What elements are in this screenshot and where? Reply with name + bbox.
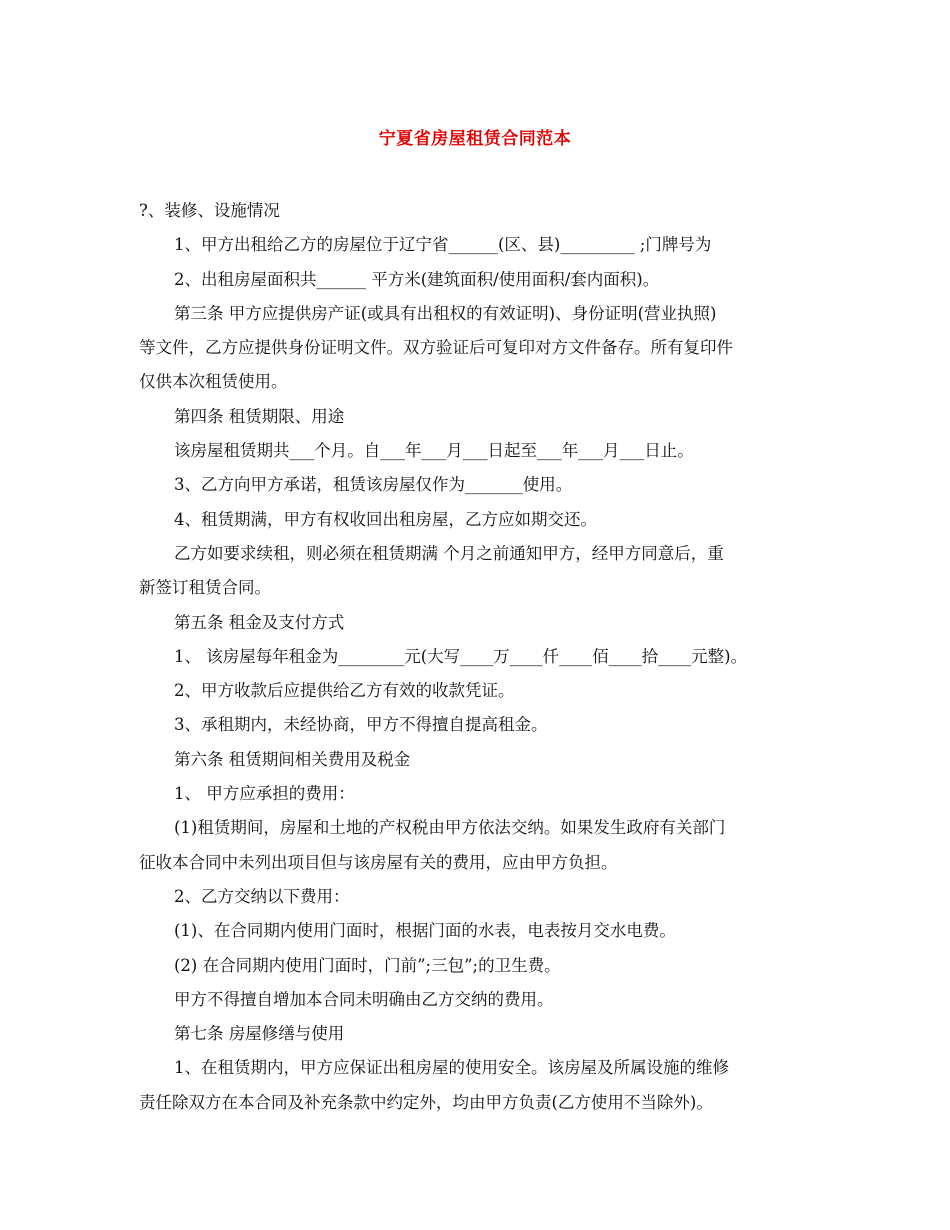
text-line: 第七条 房屋修缮与使用	[174, 1024, 345, 1044]
text-line: (1)租赁期间，房屋和土地的产权税由甲方依法交纳。如果发生政府有关部门	[174, 818, 726, 838]
text-line: 乙方如要求续租，则必须在租赁期满 个月之前通知甲方，经甲方同意后，重	[174, 543, 724, 563]
text-line: 3、承租期内，未经协商，甲方不得擅自提高租金。	[174, 715, 548, 735]
text-line: (2) 在合同期内使用门面时，门前”;三包”;的卫生费。	[174, 955, 561, 975]
text-line: 仅供本次租赁使用。	[139, 372, 288, 392]
text-line: 1、在租赁期内，甲方应保证出租房屋的使用安全。该房屋及所属设施的维修	[174, 1058, 729, 1078]
document-body	[139, 194, 821, 1120]
text-line: (1)、在合同期内使用门面时，根据门面的水表，电表按月交水电费。	[174, 921, 676, 941]
text-line: 第四条 租赁期限、用途	[174, 406, 345, 426]
document-title: 宁夏省房屋租赁合同范本	[378, 129, 572, 149]
text-line: 3、乙方向甲方承诺，租赁该房屋仅作为_______使用。	[174, 475, 573, 495]
text-line: 第三条 甲方应提供房产证(或具有出租权的有效证明)、身份证明(营业执照)	[174, 303, 717, 323]
text-line: 1、 该房屋每年租金为________元(大写____万____仟____佰____拾____元整)。	[174, 646, 748, 666]
text-line: 2、出租房屋面积共______ 平方米(建筑面积/使用面积/套内面积)。	[174, 269, 660, 289]
text-line: 2、甲方收款后应提供给乙方有效的收款凭证。	[174, 681, 515, 701]
text-line: 该房屋租赁期共___个月。自___年___月___日起至___年___月___日止。	[174, 441, 694, 461]
text-line: 1、甲方出租给乙方的房屋位于辽宁省______(区、县)_________ ;门牌号为	[174, 235, 712, 255]
text-line: 2、乙方交纳以下费用：	[174, 886, 350, 906]
text-line: 新签订租赁合同。	[139, 578, 271, 598]
text-line: 征收本合同中未列出项目但与该房屋有关的费用，应由甲方负担。	[139, 852, 618, 872]
text-line: 1、 甲方应承担的费用：	[174, 784, 355, 804]
text-line: 等文件，乙方应提供身份证明文件。双方验证后可复印对方文件备存。所有复印件	[139, 338, 733, 358]
text-line: 4、租赁期满，甲方有权收回出租房屋，乙方应如期交还。	[174, 509, 597, 529]
text-line: 甲方不得擅自增加本合同未明确由乙方交纳的费用。	[174, 989, 554, 1009]
text-line: 第五条 租金及支付方式	[174, 612, 345, 632]
text-line: ?、装修、设施情况	[139, 201, 280, 220]
text-line: 第六条 租赁期间相关费用及税金	[174, 749, 411, 769]
text-line: 责任除双方在本合同及补充条款中约定外，均由甲方负责(乙方使用不当除外)。	[139, 1092, 713, 1112]
